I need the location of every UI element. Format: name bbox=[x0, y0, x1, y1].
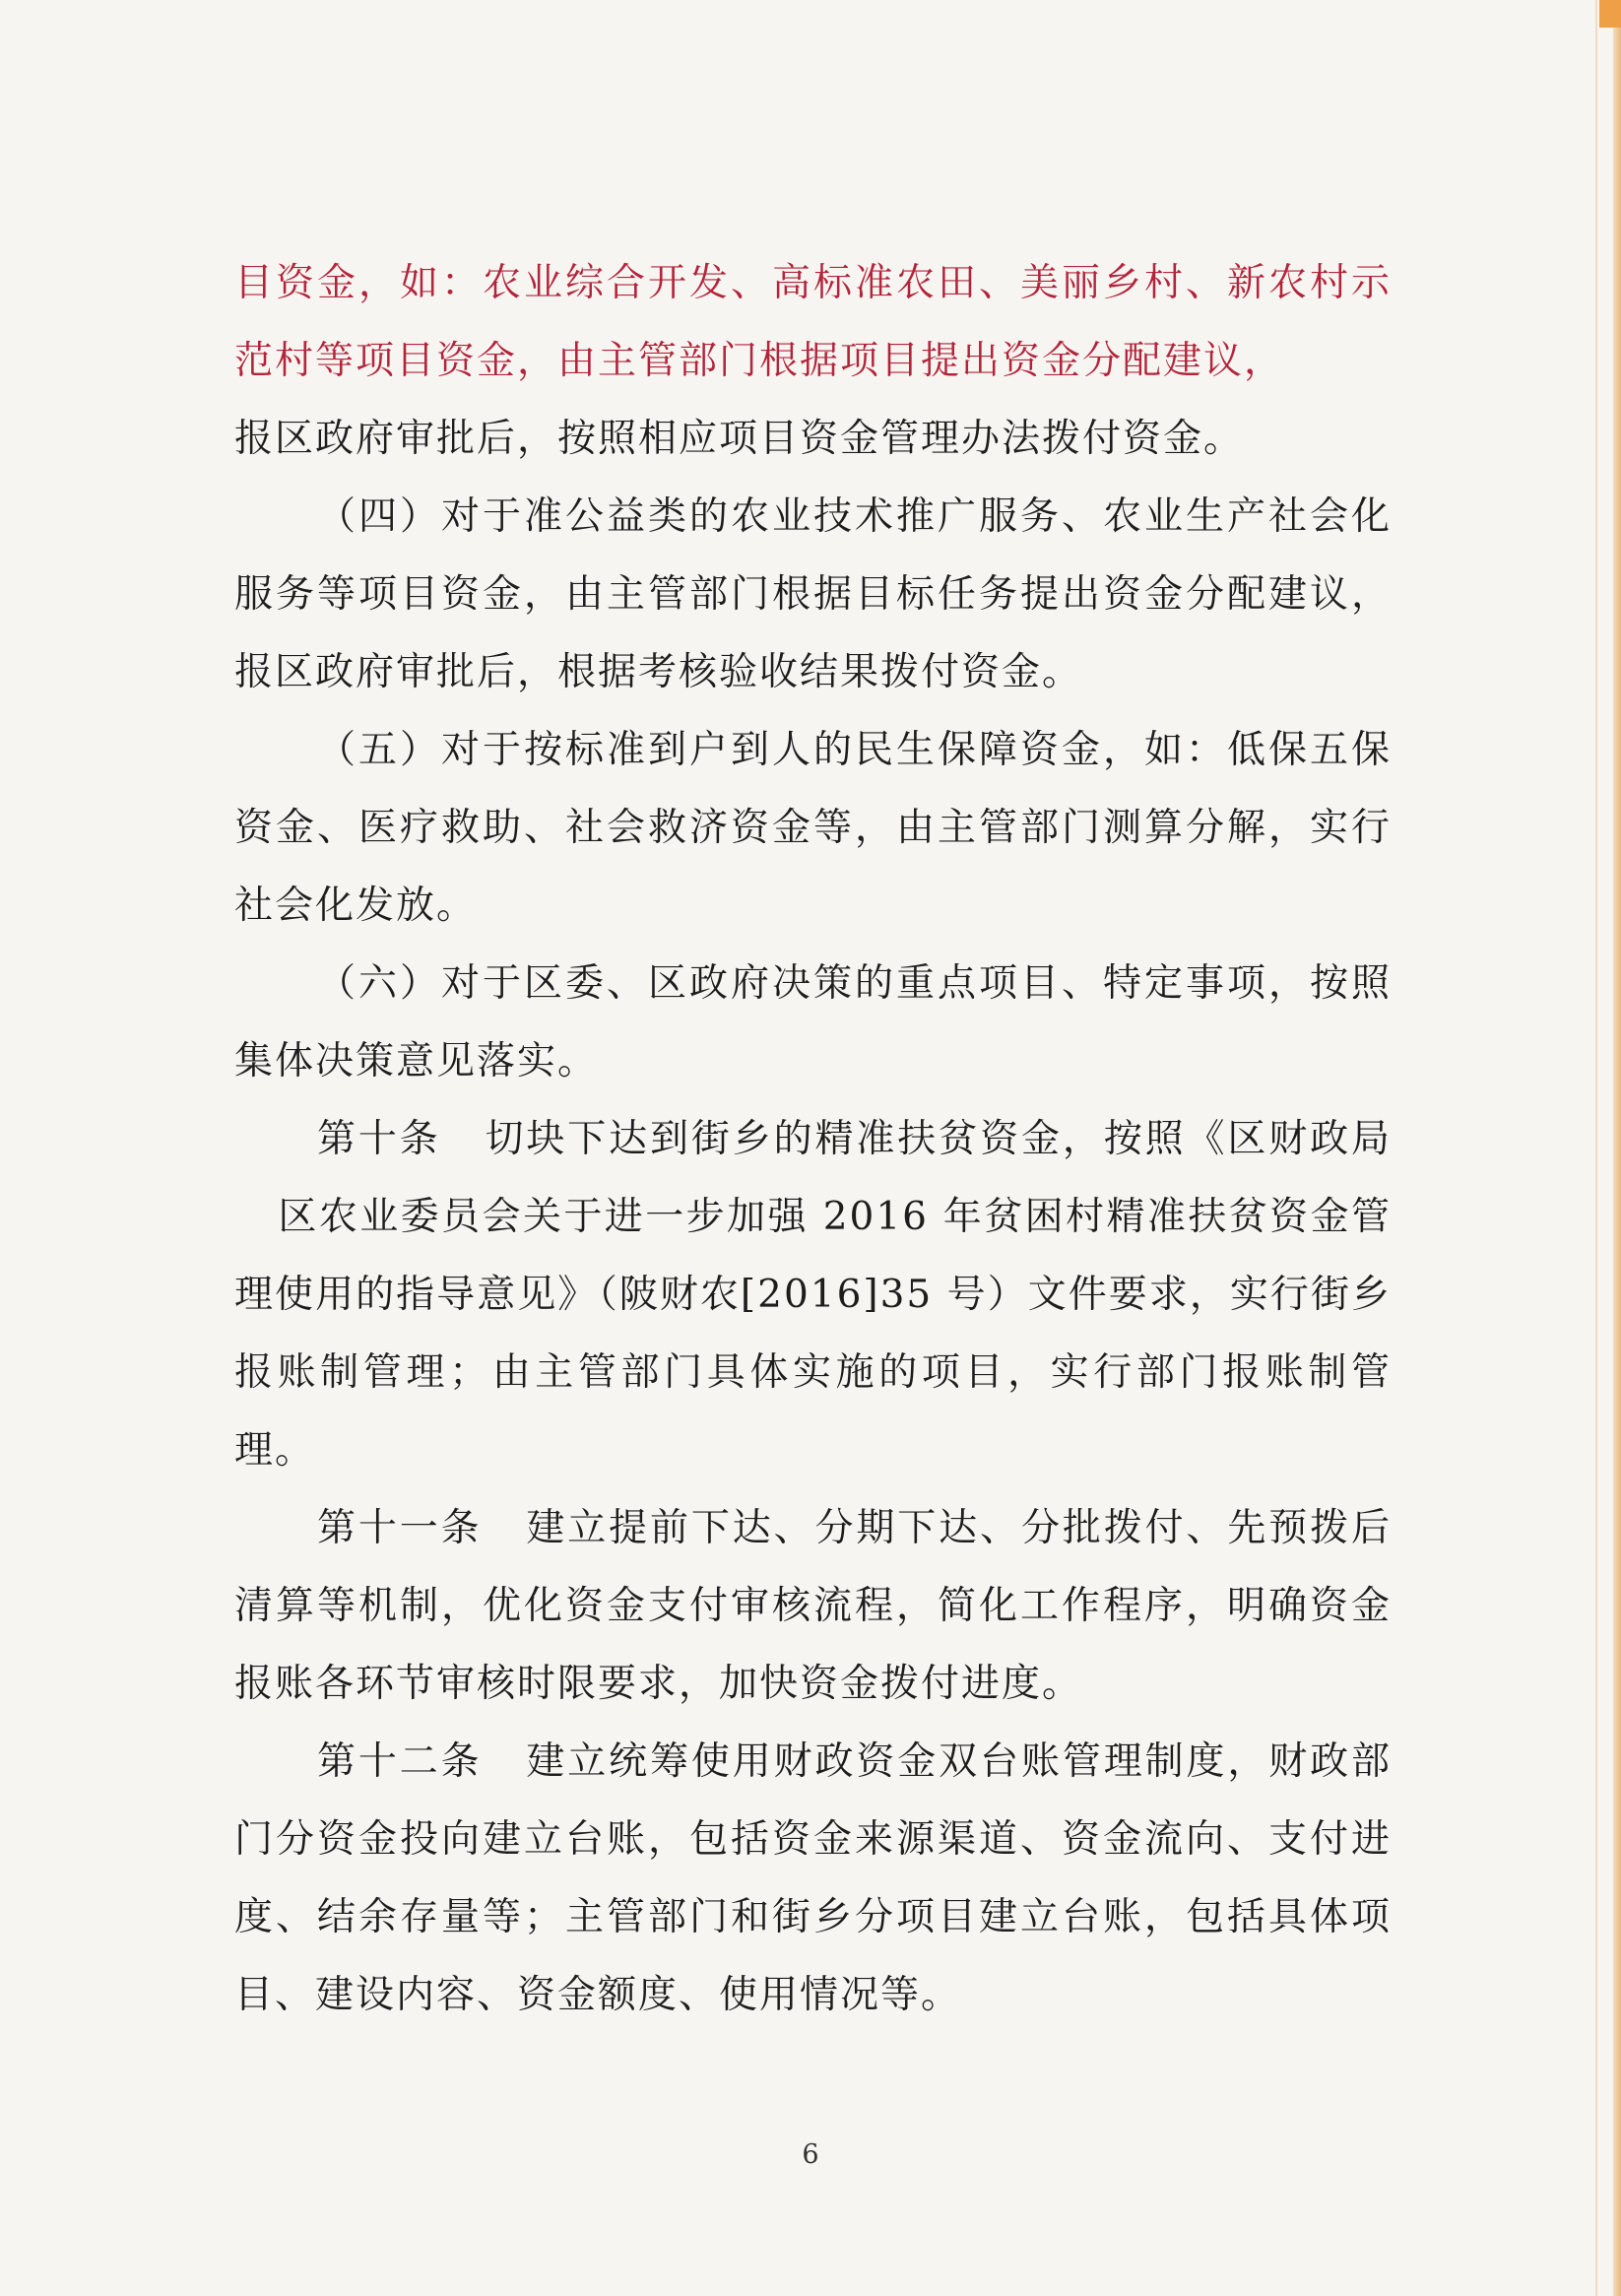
page-number: 6 bbox=[802, 2139, 819, 2170]
article-10-text-a: 切块下达到街乡的精准扶贫资金，按照《区财政局 bbox=[484, 1117, 1392, 1161]
paragraph-article-11 bbox=[234, 1489, 1392, 1723]
paragraph-item-six bbox=[234, 945, 1392, 1100]
item-six-text: （六）对于区委、区政府决策的重点项目、特定事项，按照集体决策意见落实。 bbox=[234, 961, 1392, 1083]
article-11-label: 第十一条 bbox=[317, 1506, 483, 1550]
binding-corner bbox=[1599, 0, 1621, 28]
item-five-text: （五）对于按标准到户到人的民生保障资金，如：低保五保资金、医疗救助、社会救济资金等，由主管部门测算分解，实行社会化发放。 bbox=[234, 728, 1392, 928]
paragraph-item-four bbox=[234, 478, 1392, 711]
paragraph-item-five bbox=[234, 711, 1392, 945]
article-10-text-b: 区农业委员会关于进一步加强 2016 年贫困村精准扶贫资金管理使用的指导意见》（陂财农[2016]35 号）文件要求，实行街乡报账制管理；由主管部门具体实施的项目，实行部门报账制管理。 bbox=[234, 1195, 1392, 1473]
article-12-label: 第十二条 bbox=[317, 1739, 483, 1784]
item-four-text: （四）对于准公益类的农业技术推广服务、农业生产社会化服务等项目资金，由主管部门根据目标任务提出资金分配建议，报区政府审批后，根据考核验收结果拨付资金。 bbox=[234, 494, 1392, 694]
continuation-text: 目资金，如：农业综合开发、高标准农田、美丽乡村、新农村示范村等项目资金，由主管部门根据项目提出资金分配建议， bbox=[234, 261, 1392, 383]
continuation-end-text: 报区政府审批后，按照相应项目资金管理办法拨付资金。 bbox=[234, 417, 1245, 461]
paragraph-article-10 bbox=[234, 1100, 1392, 1489]
article-11-text: 建立提前下达、分期下达、分批拨付、先预拨后清算等机制，优化资金支付审核流程，简化工作程序，明确资金报账各环节审核时限要求，加快资金拨付进度。 bbox=[234, 1506, 1392, 1706]
paper-edge bbox=[1613, 0, 1621, 2296]
paragraph-continuation-end bbox=[234, 400, 1392, 478]
paper-edge-line bbox=[1595, 0, 1597, 2296]
paragraph-continuation bbox=[234, 244, 1392, 400]
article-10-label: 第十条 bbox=[317, 1117, 441, 1161]
paragraph-article-12 bbox=[234, 1723, 1392, 2034]
document-body bbox=[234, 244, 1392, 2034]
article-12-text: 建立统筹使用财政资金双台账管理制度，财政部门分资金投向建立台账，包括资金来源渠道、资金流向、支付进度、结余存量等；主管部门和街乡分项目建立台账，包括具体项目、建设内容、资金额度、使用情况等。 bbox=[234, 1739, 1392, 2017]
